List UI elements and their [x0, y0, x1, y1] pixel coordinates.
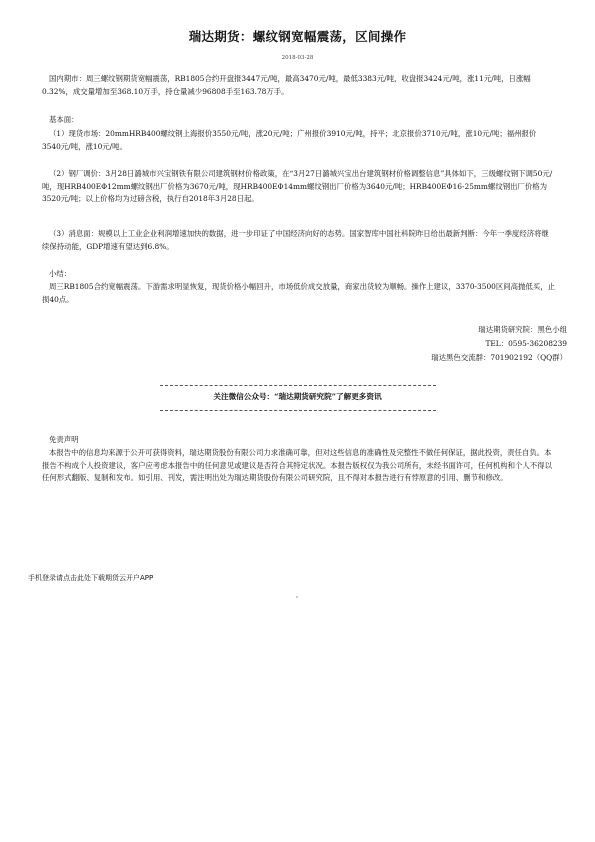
- signature-tel: TEL：0595-36208239: [485, 339, 567, 348]
- report-title: 瑞达期货：螺纹钢宽幅震荡，区间操作: [188, 29, 407, 44]
- mill-price-text: （2）钢厂调价：3月28日潞城市兴宝钢铁有限公司建筑钢材价格政策，在“3月27日潞城兴宝出台建筑钢材价格调整信息”具体如下，三级螺纹钢下调50元/吨，现HRB400EΦ12mm螺纹钢出厂价格为3670元/吨，现HRB400EΦ14mm螺纹钢出厂价格为3640元/吨；HRB400EΦ16-25mm螺纹钢出厂价格为3520元/吨；以上价格均为过磅含税，执行自2018年3月28日起。: [42, 169, 553, 203]
- disclaimer-paragraph: [42, 447, 555, 485]
- news-text: （3）消息面：规模以上工业企业利润增速加快的数据，进一步印证了中国经济向好的态势。国家智库中国社科院昨日给出最新判断：今年一季度经济将继续保持动能，GDP增速有望达到6.8%。: [42, 229, 549, 251]
- download-app-link[interactable]: 手机登录请点击此处下载期货云开户APP: [28, 574, 154, 582]
- signature-institute: 瑞达期货研究院：黑色小组: [478, 325, 567, 334]
- page-dot: [296, 596, 298, 598]
- summary-heading: 小结：: [49, 269, 72, 278]
- summary-paragraph: [42, 281, 555, 306]
- domestic-market-paragraph: [42, 73, 555, 98]
- disclaimer-text: 本报告中的信息均来源于公开可获得资料，瑞达期货股份有限公司力求准确可靠，但对这些信息的准确性及完整性不做任何保证，据此投资，责任自负。本报告不构成个人投资建议，客户应考虑本报告中的任何意见或建议是否符合其特定状况。本报告版权仅为我公司所有，未经书面许可，任何机构和个人不得以任何形式翻版、复制和发布。如引用、刊发，需注明出处为瑞达期货股份有限公司研究院，且不得对本报告进行有悖原意的引用、删节和修改。: [42, 448, 552, 482]
- spot-market-text: （1）现货市场：20mmHRB400螺纹钢上海报价3550元/吨，涨20元/吨；广州报价3910元/吨，持平；北京报价3710元/吨，涨10元/吨；福州报价3540元/吨，涨10元/吨。: [42, 129, 537, 151]
- disclaimer-heading: 免责声明: [49, 435, 79, 444]
- divider-top: [160, 385, 436, 386]
- news-paragraph: [42, 228, 555, 253]
- signature-group: 瑞达黑色交流群：701902192（QQ群）: [431, 353, 567, 362]
- follow-wechat-notice: 关注微信公众号：“瑞达期货研究院”了解更多资讯: [213, 392, 382, 401]
- divider-bottom: [160, 410, 436, 411]
- mill-price-paragraph: [42, 168, 555, 206]
- report-date: 2018-03-28: [281, 55, 314, 61]
- domestic-market-text: 国内期市：周三螺纹钢期货宽幅震荡，RB1805合约开盘报3447元/吨，最高3470元/吨，最低3383元/吨，收盘报3424元/吨，涨11元/吨，日涨幅0.32%，成交量增加至368.10万手，持仓量减少96808手至163.78万手。: [42, 74, 531, 96]
- signature-block: [431, 323, 567, 365]
- fundamentals-heading: 基本面：: [49, 115, 79, 124]
- summary-text: 周三RB1805合约宽幅震荡。下游需求明显恢复，现货价格小幅回升，市场低价成交放量，商家出货较为顺畅。操作上建议，3370-3500区间高抛低买，止损40点。: [42, 282, 555, 304]
- spot-market-paragraph: [42, 128, 555, 153]
